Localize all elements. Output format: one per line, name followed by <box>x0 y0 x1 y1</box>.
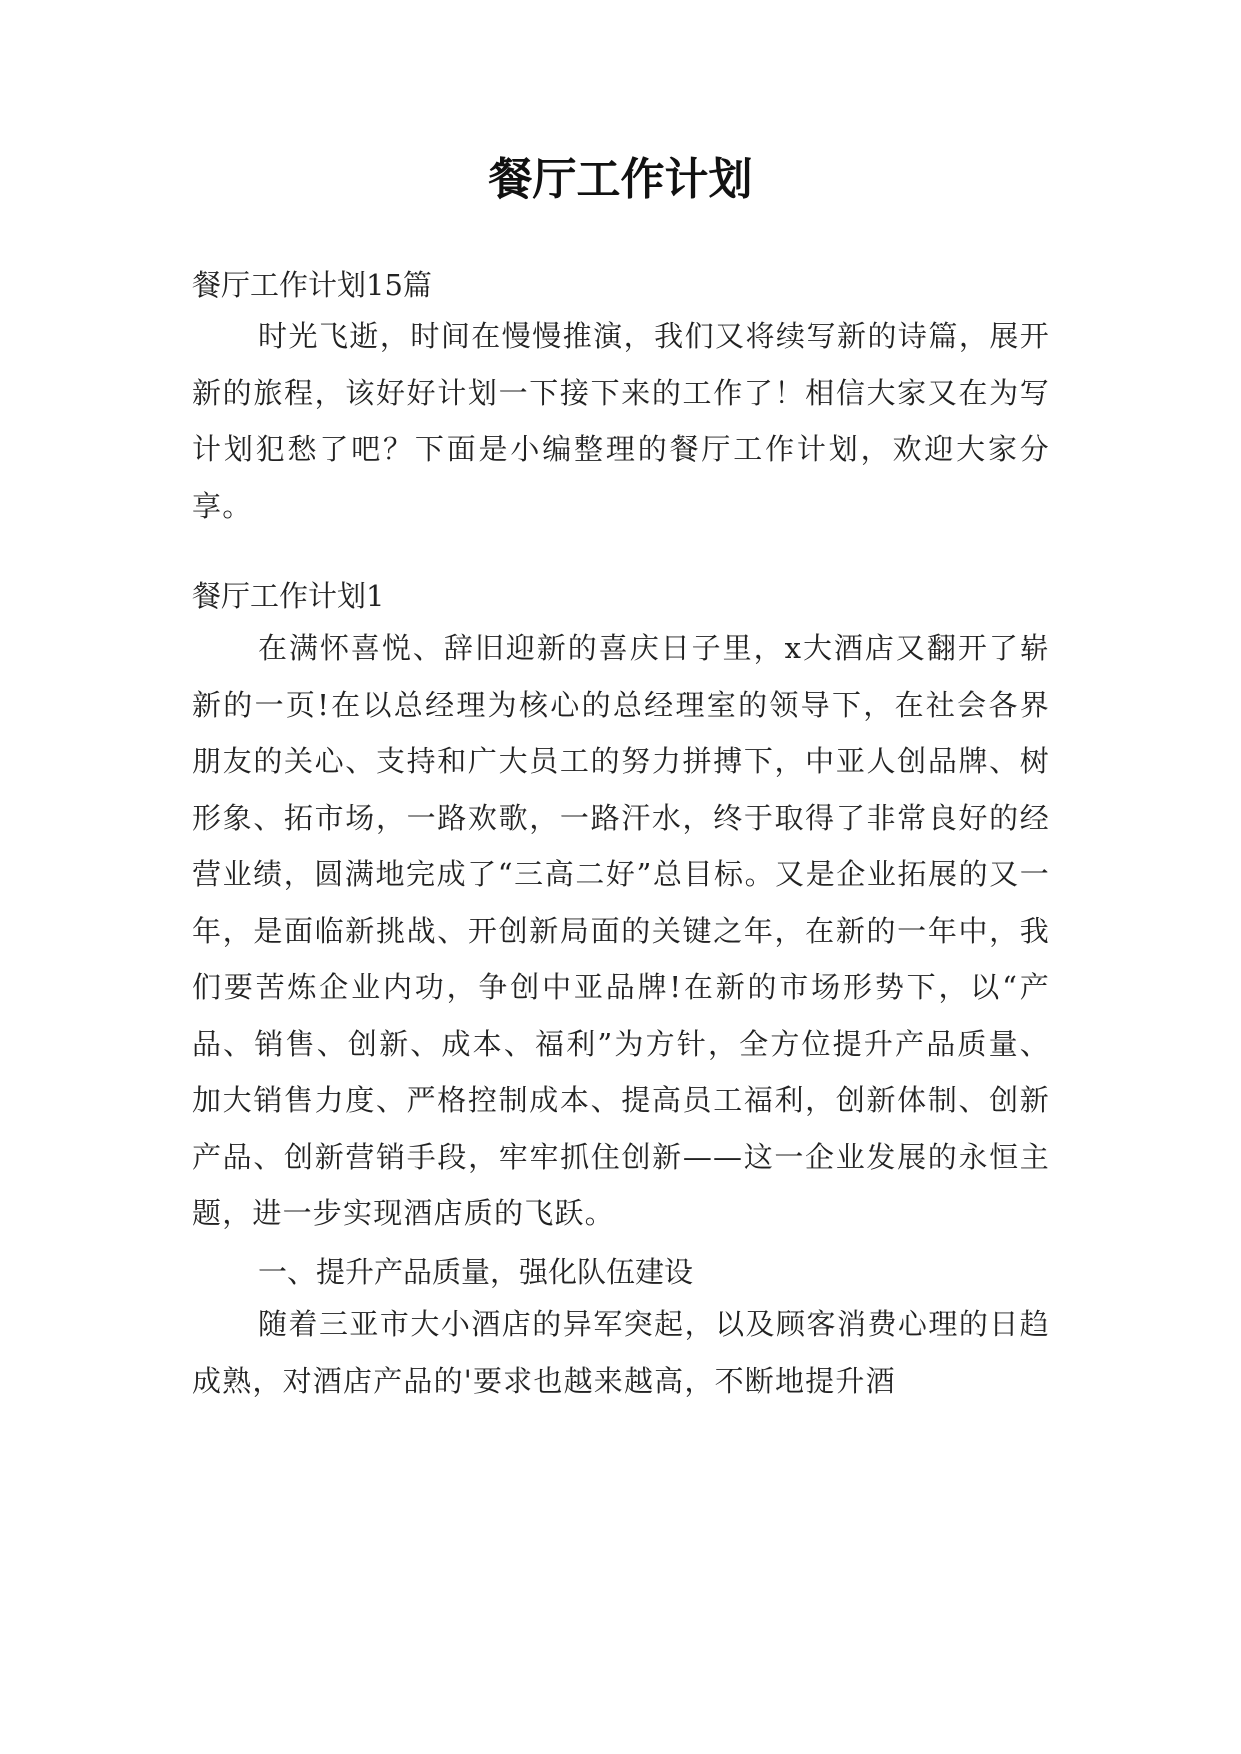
collection-heading: 餐厅工作计划15篇 <box>192 268 432 302</box>
intro-paragraph: 时光飞逝，时间在慢慢推演，我们又将续写新的诗篇，展开新的旅程，该好好计划一下接下来的工作了！相信大家又在为写计划犯愁了吧？下面是小编整理的餐厅工作计划，欢迎大家分享。 <box>192 319 1050 523</box>
document-title: 餐厅工作计划 <box>488 154 753 205</box>
section-heading: 餐厅工作计划1 <box>192 579 385 613</box>
subheading: 一、提升产品质量，强化队伍建设 <box>258 1255 694 1289</box>
section-paragraph-2: 随着三亚市大小酒店的异军突起，以及顾客消费心理的日趋成熟，对酒店产品的'要求也越来越高，不断地提升酒 <box>192 1307 1050 1398</box>
section-paragraph: 在满怀喜悦、辞旧迎新的喜庆日子里，x大酒店又翻开了崭新的一页!在以总经理为核心的总经理室的领导下，在社会各界朋友的关心、支持和广大员工的努力拼搏下，中亚人创品牌、树形象、拓市场，一路欢歌，一路汗水，终于取得了非常良好的经营业绩，圆满地完成了“三高二好”总目标。又是企业拓展的又一年，是面临新挑战、开创新局面的关键之年，在新的一年中，我们要苦炼企业内功，争创中亚品牌!在新的市场形势下，以“产品、销售、创新、成本、福利”为方针，全方位提升产品质量、加大销售力度、严格控制成本、提高员工福利，创新体制、创新产品、创新营销手段，牢牢抓住创新——这一企业发展的永恒主题，进一步实现酒店质的飞跃。 <box>192 631 1050 1230</box>
